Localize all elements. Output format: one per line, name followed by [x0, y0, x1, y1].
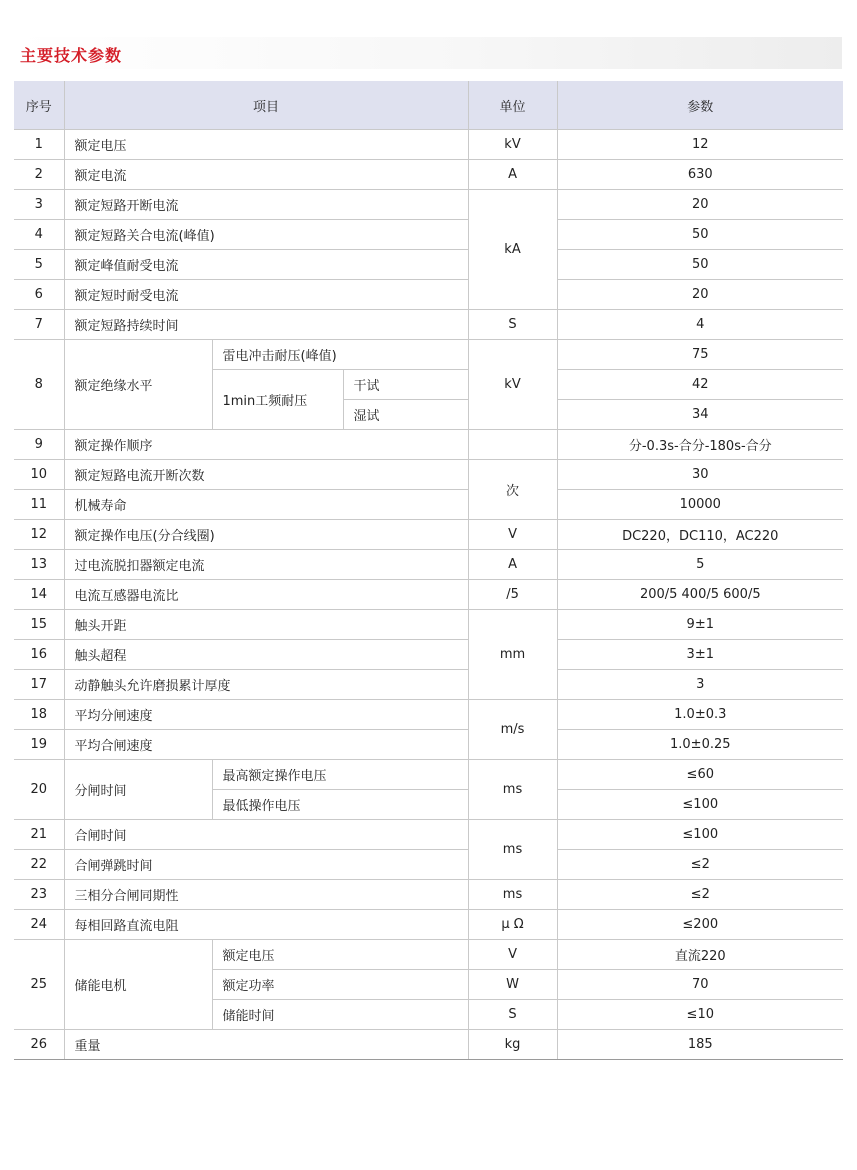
row-subitem: 雷电冲击耐压(峰值)	[212, 340, 468, 370]
row-no: 22	[14, 850, 64, 880]
row-no: 15	[14, 610, 64, 640]
row-subitem: 湿试	[343, 400, 468, 430]
row-value: ≤60	[557, 760, 843, 790]
row-item: 额定短路电流开断次数	[64, 460, 468, 490]
header-no: 序号	[14, 81, 64, 130]
row-item: 额定短路持续时间	[64, 310, 468, 340]
row-value: 50	[557, 220, 843, 250]
row-item: 额定操作顺序	[64, 430, 468, 460]
row-value: ≤100	[557, 790, 843, 820]
row-value: 630	[557, 160, 843, 190]
row-subitem: 1min工频耐压	[212, 370, 343, 430]
row-unit: A	[468, 550, 557, 580]
row-value: 75	[557, 340, 843, 370]
row-item: 触头开距	[64, 610, 468, 640]
table-row	[14, 310, 843, 340]
row-no: 11	[14, 490, 64, 520]
row-item: 额定峰值耐受电流	[64, 250, 468, 280]
row-subitem: 额定电压	[212, 940, 468, 970]
table-header-row	[14, 81, 843, 130]
row-value: 9±1	[557, 610, 843, 640]
table-row	[14, 940, 843, 970]
row-unit: ms	[468, 760, 557, 820]
table-row	[14, 490, 843, 520]
row-item: 合闸弹跳时间	[64, 850, 468, 880]
row-unit: S	[468, 1000, 557, 1030]
table-row	[14, 580, 843, 610]
table-row	[14, 220, 843, 250]
row-value: 直流220	[557, 940, 843, 970]
table-row	[14, 670, 843, 700]
row-value: 1.0±0.25	[557, 730, 843, 760]
row-unit: kV	[468, 130, 557, 160]
table-row	[14, 520, 843, 550]
row-value: 12	[557, 130, 843, 160]
row-item: 额定电压	[64, 130, 468, 160]
row-no: 9	[14, 430, 64, 460]
row-value: 分-0.3s-合分-180s-合分	[557, 430, 843, 460]
row-no: 6	[14, 280, 64, 310]
table-row	[14, 160, 843, 190]
row-subitem: 储能时间	[212, 1000, 468, 1030]
table-row	[14, 700, 843, 730]
row-item: 额定操作电压(分合线圈)	[64, 520, 468, 550]
row-value: ≤10	[557, 1000, 843, 1030]
row-item: 额定电流	[64, 160, 468, 190]
row-no: 4	[14, 220, 64, 250]
row-no: 21	[14, 820, 64, 850]
row-no: 12	[14, 520, 64, 550]
row-subitem: 干试	[343, 370, 468, 400]
row-value: 70	[557, 970, 843, 1000]
row-value: 10000	[557, 490, 843, 520]
row-no: 13	[14, 550, 64, 580]
header-value: 参数	[557, 81, 843, 130]
row-unit: m/s	[468, 700, 557, 760]
table-row	[14, 280, 843, 310]
row-item: 合闸时间	[64, 820, 468, 850]
row-unit: ms	[468, 880, 557, 910]
row-value: 185	[557, 1030, 843, 1060]
row-item: 三相分合闸同期性	[64, 880, 468, 910]
row-no: 26	[14, 1030, 64, 1060]
row-no: 1	[14, 130, 64, 160]
table-row	[14, 730, 843, 760]
row-unit: mm	[468, 610, 557, 700]
table-row	[14, 460, 843, 490]
row-value: ≤2	[557, 850, 843, 880]
row-item: 分闸时间	[64, 760, 212, 820]
row-subitem: 最低操作电压	[212, 790, 468, 820]
table-row	[14, 880, 843, 910]
row-item: 额定短路关合电流(峰值)	[64, 220, 468, 250]
row-no: 19	[14, 730, 64, 760]
row-item: 每相回路直流电阻	[64, 910, 468, 940]
row-value: 34	[557, 400, 843, 430]
table-row	[14, 550, 843, 580]
row-value: 1.0±0.3	[557, 700, 843, 730]
row-value: 42	[557, 370, 843, 400]
row-value: 20	[557, 280, 843, 310]
row-item: 额定短时耐受电流	[64, 280, 468, 310]
row-item: 额定绝缘水平	[64, 340, 212, 430]
row-value: 4	[557, 310, 843, 340]
table-row	[14, 610, 843, 640]
row-unit: S	[468, 310, 557, 340]
row-value: ≤100	[557, 820, 843, 850]
row-unit: V	[468, 940, 557, 970]
row-unit: kA	[468, 190, 557, 310]
row-no: 18	[14, 700, 64, 730]
page-title: 主要技术参数	[20, 46, 123, 65]
row-item: 储能电机	[64, 940, 212, 1030]
row-value: 3±1	[557, 640, 843, 670]
row-value: 5	[557, 550, 843, 580]
row-unit: μ Ω	[468, 910, 557, 940]
row-item: 触头超程	[64, 640, 468, 670]
row-no: 2	[14, 160, 64, 190]
row-item: 平均分闸速度	[64, 700, 468, 730]
row-no: 25	[14, 940, 64, 1030]
row-no: 10	[14, 460, 64, 490]
row-item: 重量	[64, 1030, 468, 1060]
row-unit	[468, 430, 557, 460]
row-unit: ms	[468, 820, 557, 880]
row-no: 17	[14, 670, 64, 700]
row-item: 过电流脱扣器额定电流	[64, 550, 468, 580]
row-no: 16	[14, 640, 64, 670]
row-item: 电流互感器电流比	[64, 580, 468, 610]
row-no: 24	[14, 910, 64, 940]
row-unit: A	[468, 160, 557, 190]
row-subitem: 最高额定操作电压	[212, 760, 468, 790]
row-value: ≤2	[557, 880, 843, 910]
row-unit: kg	[468, 1030, 557, 1060]
row-unit: W	[468, 970, 557, 1000]
table-row	[14, 250, 843, 280]
table-row	[14, 760, 843, 790]
row-value: 200/5 400/5 600/5	[557, 580, 843, 610]
row-item: 机械寿命	[64, 490, 468, 520]
row-value: 50	[557, 250, 843, 280]
header-item: 项目	[64, 81, 468, 130]
row-no: 8	[14, 340, 64, 430]
table-row	[14, 850, 843, 880]
row-item: 额定短路开断电流	[64, 190, 468, 220]
row-value: ≤200	[557, 910, 843, 940]
table-row	[14, 640, 843, 670]
header-unit: 单位	[468, 81, 557, 130]
row-no: 7	[14, 310, 64, 340]
row-no: 23	[14, 880, 64, 910]
row-value: 30	[557, 460, 843, 490]
row-subitem: 额定功率	[212, 970, 468, 1000]
row-no: 5	[14, 250, 64, 280]
row-no: 3	[14, 190, 64, 220]
table-row	[14, 430, 843, 460]
row-unit: V	[468, 520, 557, 550]
table-row	[14, 340, 843, 370]
table-row	[14, 820, 843, 850]
row-no: 14	[14, 580, 64, 610]
table-row	[14, 910, 843, 940]
row-value: 20	[557, 190, 843, 220]
row-value: 3	[557, 670, 843, 700]
row-unit: kV	[468, 340, 557, 430]
row-unit: /5	[468, 580, 557, 610]
table-row	[14, 190, 843, 220]
table-row	[14, 1030, 843, 1060]
spec-table	[14, 81, 843, 1060]
row-item: 平均合闸速度	[64, 730, 468, 760]
row-unit: 次	[468, 460, 557, 520]
row-no: 20	[14, 760, 64, 820]
table-row	[14, 130, 843, 160]
row-item: 动静触头允许磨损累计厚度	[64, 670, 468, 700]
row-value: DC220，DC110，AC220	[557, 520, 843, 550]
title-bar	[14, 37, 842, 69]
